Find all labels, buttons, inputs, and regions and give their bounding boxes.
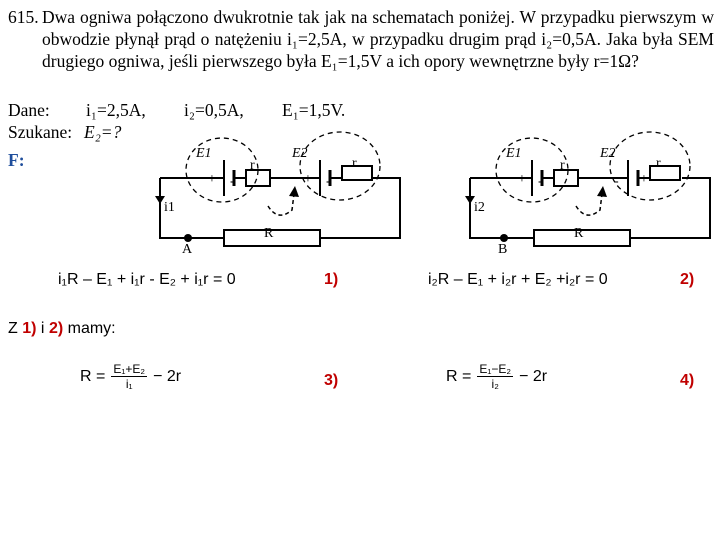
result-3-number: 3) — [324, 372, 339, 389]
circuit2-minus2: - — [614, 174, 619, 189]
result-3-right: − 2r — [153, 367, 182, 385]
circuit2-r1-label: r — [560, 158, 565, 173]
circuit2-plus2: + — [640, 172, 648, 187]
wanted-label: Szukane: — [8, 122, 73, 142]
result-3-denominator: i₁ — [125, 377, 133, 391]
result-4-denominator: i₂ — [491, 377, 499, 391]
result-4-numerator: E₁−E₂ — [479, 362, 512, 376]
circuit2-e1-label: E1 — [506, 146, 522, 161]
circuit1-r2-label: r — [352, 156, 357, 171]
combine-suffix: mamy: — [67, 320, 116, 337]
wanted-value: E₂=? — [84, 122, 122, 142]
given-i2: i₂=0,5A, — [184, 100, 244, 120]
combine-prefix: Z — [8, 320, 18, 337]
formula-label: F: — [8, 150, 25, 170]
circuit2-node-label: B — [498, 242, 508, 257]
combine-ref2: 2) — [48, 320, 64, 337]
equation-2: i₂R – E₁ + i₂r + E₂ +i₂r = 0 — [428, 271, 608, 288]
circuit2-r2-label: r — [656, 156, 661, 171]
combine-mid: i — [40, 320, 45, 337]
equation-1-number: 1) — [324, 271, 339, 288]
circuit1-plus2: + — [304, 172, 312, 187]
circuit1-current-label: i1 — [164, 200, 175, 215]
result-4-right: − 2r — [519, 367, 548, 385]
circuit2-plus1: + — [518, 172, 526, 187]
result-4-left: R = — [446, 367, 472, 385]
circuit2-minus1: - — [538, 174, 543, 189]
equation-2-number: 2) — [680, 271, 695, 288]
result-4-fraction — [477, 362, 513, 391]
problem-text: Dwa ogniwa połączono dwukrotnie tak jak na schematach poniżej. W przypadku pierwszym w obwodzie płynął prąd o natężeniu i₁=2,5A, w przypadku drugim prąd i₂=0,5A. Jaka była SEM drugiego ogniwa, jeśli pierwszego była E₁=1,5V a ich opory wewnętrzne były r=1Ω? — [42, 7, 714, 71]
result-4-number: 4) — [680, 372, 695, 389]
equation-1: i₁R – E₁ + i₁r - E₂ + i₁r = 0 — [58, 271, 236, 288]
circuit1-minus1: - — [230, 174, 235, 189]
result-3-numerator: E₁+E₂ — [113, 362, 146, 376]
result-3-left: R = — [80, 367, 106, 385]
result-4 — [446, 362, 547, 391]
circuit1-e1-label: E1 — [196, 146, 212, 161]
circuit1-e2-label: E2 — [292, 146, 308, 161]
combine-ref1: 1) — [22, 320, 37, 337]
given-i1: i₁=2,5A, — [86, 100, 146, 120]
circuit1-r1-label: r — [250, 158, 255, 173]
given-e1: E₁=1,5V. — [282, 100, 346, 120]
result-3 — [80, 362, 181, 391]
circuit1-minus2: - — [326, 174, 331, 189]
circuit2-current-label: i2 — [474, 200, 485, 215]
problem-number: 615. — [8, 7, 39, 27]
circuit2-e2-label: E2 — [600, 146, 616, 161]
circuit2-resistor-label: R — [574, 226, 584, 241]
combine-line — [8, 320, 116, 338]
given-label: Dane: — [8, 100, 50, 120]
circuit1-plus1: + — [208, 172, 216, 187]
circuit1-node-label: A — [182, 242, 193, 257]
circuit1-resistor-label: R — [264, 226, 274, 241]
result-3-fraction — [111, 362, 147, 391]
